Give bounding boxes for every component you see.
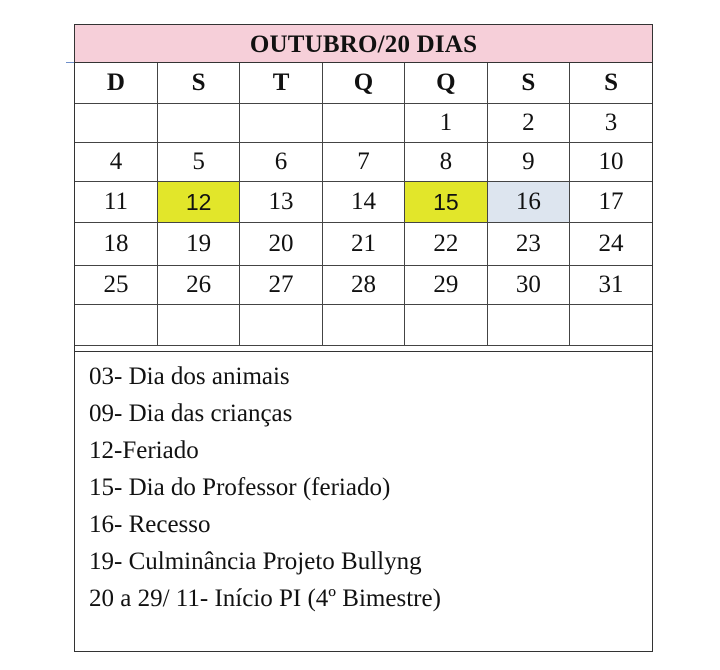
weekday-sunday: D [75,63,157,104]
day-cell: 2 [487,104,569,143]
day-cell: 14 [322,182,404,223]
weekday-header-row [75,63,652,104]
note-item: 09- Dia das crianças [89,400,293,427]
day-cell: 30 [487,266,569,305]
day-cell: 31 [570,266,652,305]
day-cell [240,104,322,143]
day-cell-holiday-12: 12 [157,182,239,223]
notes-section [75,351,652,651]
day-cell: 29 [405,266,487,305]
day-cell: 23 [487,223,569,266]
day-cell [75,104,157,143]
weekday-saturday: S [570,63,652,104]
day-cell [157,305,239,346]
day-cell: 27 [240,266,322,305]
day-cell [405,305,487,346]
day-cell: 19 [157,223,239,266]
weekday-wednesday: Q [322,63,404,104]
day-cell: 5 [157,143,239,182]
day-cell: 10 [570,143,652,182]
week-row-3 [75,182,652,223]
day-cell: 7 [322,143,404,182]
day-cell [322,305,404,346]
day-cell: 4 [75,143,157,182]
note-item: 12-Feriado [89,437,199,464]
day-cell: 6 [240,143,322,182]
note-item: 15- Dia do Professor (feriado) [89,474,391,501]
day-cell: 8 [405,143,487,182]
day-cell: 9 [487,143,569,182]
day-cell: 24 [570,223,652,266]
day-cell: 22 [405,223,487,266]
week-row-5 [75,266,652,305]
day-cell: 1 [405,104,487,143]
week-row-4 [75,223,652,266]
day-cell [240,305,322,346]
day-cell-recess-16: 16 [487,182,569,223]
day-cell: 11 [75,182,157,223]
weekday-tuesday: T [240,63,322,104]
note-item: 16- Recesso [89,511,211,538]
calendar-sheet [74,24,653,652]
day-cell: 21 [322,223,404,266]
note-item: 03- Dia dos animais [89,363,290,390]
day-cell: 17 [570,182,652,223]
day-cell: 13 [240,182,322,223]
calendar-title: OUTUBRO/20 DIAS [75,25,652,63]
week-row-2 [75,143,652,182]
weekday-friday: S [487,63,569,104]
day-cell [157,104,239,143]
day-cell: 25 [75,266,157,305]
day-cell: 26 [157,266,239,305]
weekday-thursday: Q [405,63,487,104]
note-item: 19- Culminância Projeto Bullyng [89,548,422,575]
weekday-monday: S [157,63,239,104]
week-row-6 [75,305,652,346]
week-row-1 [75,104,652,143]
day-cell: 28 [322,266,404,305]
calendar-grid [75,63,652,346]
day-cell: 18 [75,223,157,266]
day-cell [570,305,652,346]
day-cell [487,305,569,346]
day-cell: 20 [240,223,322,266]
day-cell [322,104,404,143]
day-cell [75,305,157,346]
day-cell: 3 [570,104,652,143]
day-cell-holiday-15: 15 [405,182,487,223]
note-item: 20 a 29/ 11- Início PI (4º Bimestre) [89,585,441,612]
